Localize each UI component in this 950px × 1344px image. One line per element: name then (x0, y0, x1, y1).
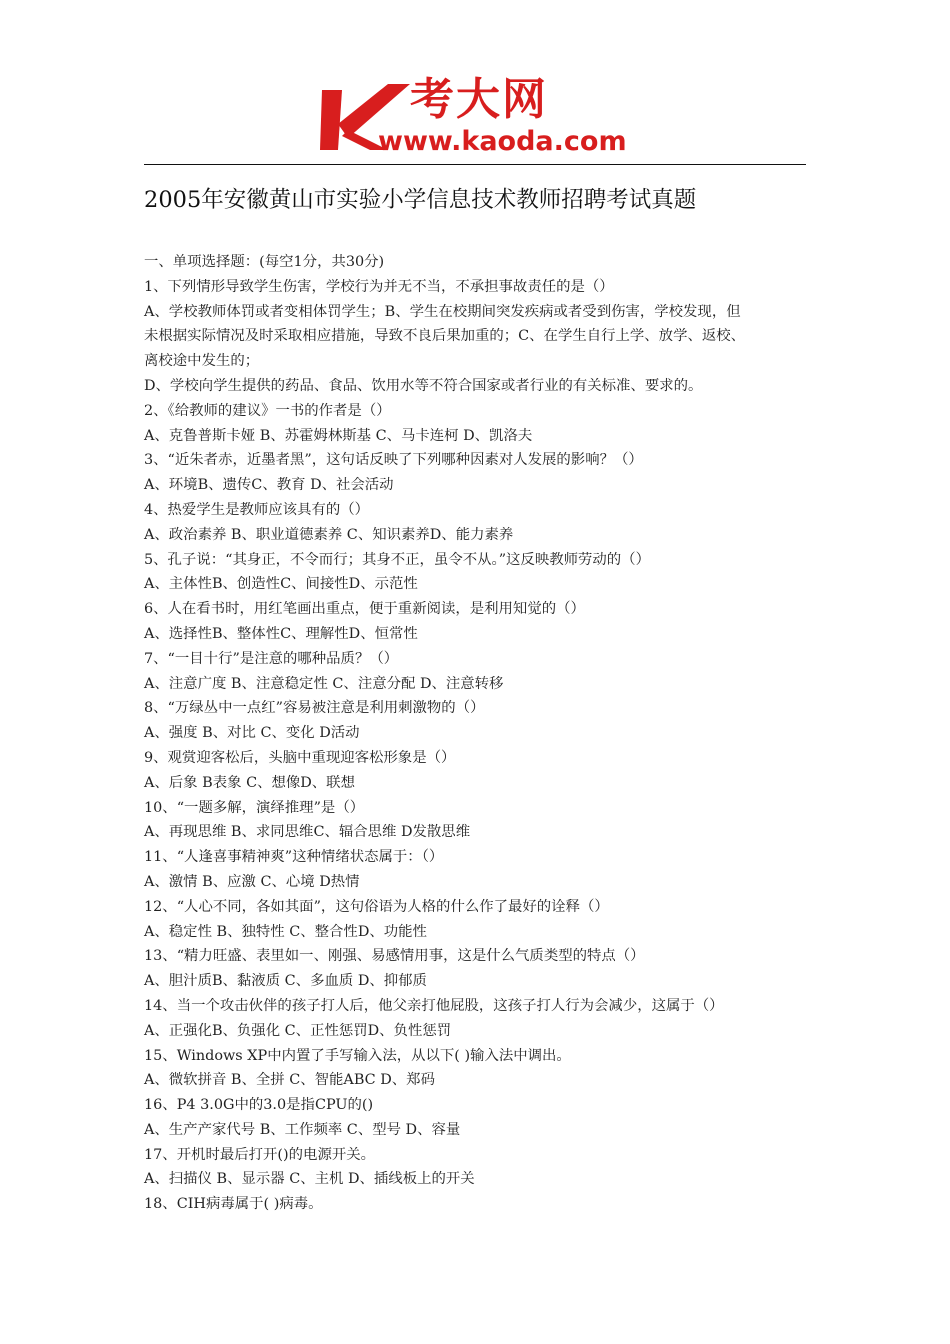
text-line: 14、当一个攻击伙伴的孩子打人后，他父亲打他屁股，这孩子打人行为会减少，这属于（） (144, 997, 724, 1014)
text-line: A、胆汁质B、黏液质 C、多血质 D、抑郁质 (144, 973, 427, 990)
header-divider (144, 164, 806, 165)
text-line: 7、“一目十行”是注意的哪种品质？（） (144, 650, 399, 667)
text-line: 18、CIH病毒属于( )病毒。 (144, 1196, 323, 1213)
text-line: 17、开机时最后打开()的电源开关。 (144, 1146, 376, 1163)
logo-url: www.kaoda.com (378, 126, 627, 157)
document-body (144, 250, 808, 1217)
text-line: A、微软拼音 B、全拼 C、智能ABC D、郑码 (144, 1072, 435, 1089)
text-line: A、环境B、遗传C、教育 D、社会活动 (144, 477, 394, 494)
text-line: 15、Windows XP中内置了手写输入法，从以下( )输入法中调出。 (144, 1047, 571, 1064)
text-line: 离校途中发生的； (144, 353, 260, 370)
text-line: A、克鲁普斯卡娅 B、苏霍姆林斯基 C、马卡连柯 D、凯洛夫 (144, 427, 533, 444)
text-line: 16、P4 3.0G中的3.0是指CPU的() (144, 1097, 374, 1114)
text-line: A、激情 B、应激 C、心境 D热情 (144, 873, 360, 890)
text-line: A、稳定性 B、独特性 C、整合性D、功能性 (144, 923, 427, 940)
text-line: 6、人在看书时，用红笔画出重点，便于重新阅读，是利用知觉的（） (144, 601, 585, 618)
text-line: A、生产产家代号 B、工作频率 C、型号 D、容量 (144, 1121, 461, 1138)
text-line: 9、观赏迎客松后，头脑中重现迎客松形象是（） (144, 749, 456, 766)
text-line: 一、单项选择题：(每空1分，共30分) (144, 254, 385, 270)
text-line: 10、“一题多解，演绎推理”是（） (144, 799, 365, 816)
text-line: 8、“万绿丛中一点红”容易被注意是利用刺激物的（） (144, 700, 485, 717)
logo-brand-name: 考大网 (410, 74, 548, 125)
text-line: A、强度 B、对比 C、变化 D活动 (144, 725, 360, 742)
text-line: A、选择性B、整体性C、理解性D、恒常性 (144, 625, 418, 642)
text-line: 5、孔子说：“其身正，不令而行；其身不正，虽令不从。”这反映教师劳动的（） (144, 551, 650, 568)
text-line: A、正强化B、负强化 C、正性惩罚D、负性惩罚 (144, 1022, 452, 1039)
text-line: 4、热爱学生是教师应该具有的（） (144, 501, 370, 518)
document-title: 2005年安徽黄山市实验小学信息技术教师招聘考试真题 (144, 187, 697, 213)
text-line: A、后象 B表象 C、想像D、联想 (144, 774, 355, 791)
text-line: 11、“人逢喜事精神爽”这种情绪状态属于：（） (144, 849, 444, 866)
text-line: A、注意广度 B、注意稳定性 C、注意分配 D、注意转移 (144, 675, 504, 692)
text-line: 1、下列情形导致学生伤害，学校行为并无不当，不承担事故责任的是（） (144, 278, 614, 295)
kaoda-logo (318, 74, 648, 160)
text-line: 3、“近朱者赤，近墨者黑”，这句话反映了下列哪种因素对人发展的影响？（） (144, 452, 643, 469)
text-line: 未根据实际情况及时采取相应措施，导致不良后果加重的；C、在学生自行上学、放学、返校、 (144, 328, 746, 345)
text-line: 12、“人心不同，各如其面”，这句俗语为人格的什么作了最好的诠释（） (144, 898, 609, 915)
text-line: 13、“精力旺盛、表里如一、刚强、易感情用事，这是什么气质类型的特点（） (144, 948, 645, 965)
text-line: A、政治素养 B、职业道德素养 C、知识素养D、能力素养 (144, 526, 514, 543)
text-line: D、学校向学生提供的药品、食品、饮用水等不符合国家或者行业的有关标准、要求的。 (144, 377, 703, 394)
text-line: 2、《给教师的建议》一书的作者是（） (144, 402, 391, 419)
text-line: A、主体性B、创造性C、间接性D、示范性 (144, 576, 418, 593)
text-line: A、学校教师体罚或者变相体罚学生；B、学生在校期间突发疾病或者受到伤害，学校发现，但 (144, 303, 741, 320)
text-line: A、再现思维 B、求同思维C、辐合思维 D发散思维 (144, 824, 471, 841)
text-line: A、扫描仪 B、显示器 C、主机 D、插线板上的开关 (144, 1171, 475, 1188)
